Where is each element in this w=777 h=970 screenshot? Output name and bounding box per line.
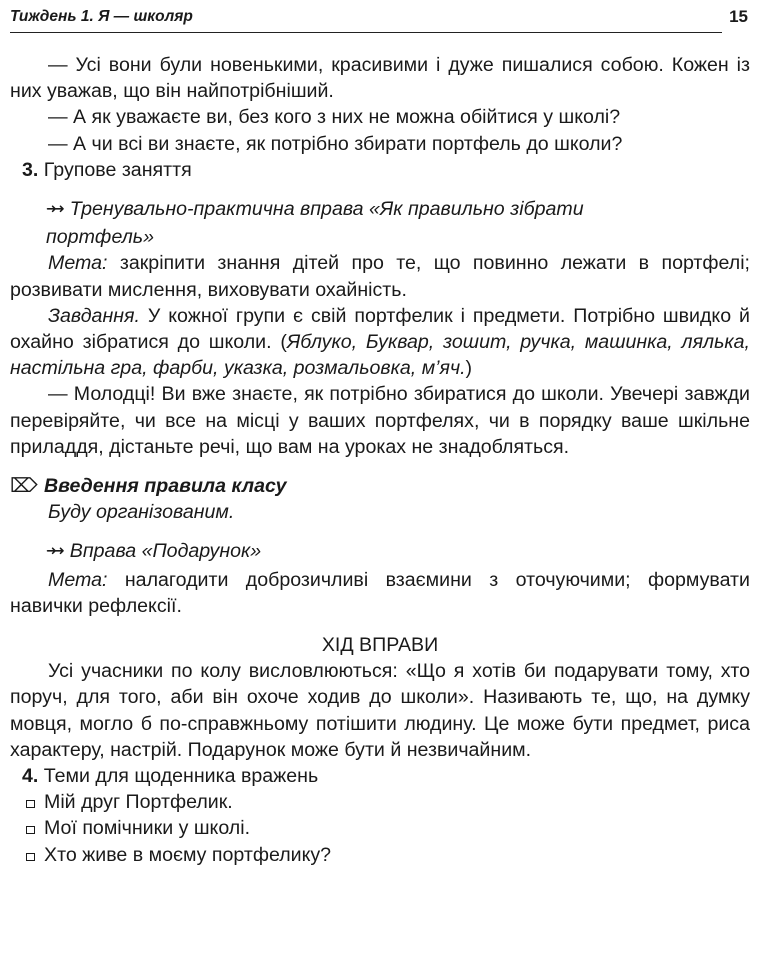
paragraph-praise: — Молодці! Ви вже знаєте, як потрібно збиратися до школи. Увечері завжди перевіряйте, чи все на місці у ваших портфелях, чи в порядку ваше шкільне приладдя, дістаньте речі, що вам на уроках не знадобляться. — [10, 383, 750, 458]
exercise-2-title — [10, 538, 750, 566]
page-body — [10, 52, 750, 868]
section-3 — [10, 157, 750, 183]
exercise-1-title-line1: Тренувально-практична вправа «Як правильно зібрати — [69, 198, 584, 221]
task-text: У кожної групи є свій портфелик і предмети. Потрібно швидко й охайно зібратися до школи. ( — [10, 304, 750, 354]
page-header — [10, 6, 748, 33]
class-rule-text: Буду організованим. — [48, 501, 235, 524]
rule-icon: ⌦ — [10, 475, 38, 498]
exercise-2-title-text: Вправа «Подарунок» — [69, 540, 262, 563]
class-rule-heading — [10, 473, 750, 499]
square-bullet-icon — [26, 853, 35, 861]
section-4-title: Теми для щоденника вражень — [43, 765, 319, 788]
exercise-1-task — [10, 303, 750, 382]
running-head: Тиждень 1. Я — школяр — [10, 8, 193, 25]
goal-label: Мета: — [48, 252, 108, 275]
task-items: Яблуко, Буквар, зошит, ручка, машинка, лялька, настільна гра, фарби, указка, розмальовка, м’яч. — [10, 331, 750, 380]
list-item: Мої помічники у школі. — [10, 815, 750, 841]
class-rule-title: Введення правила класу — [44, 475, 287, 498]
goal-label: Мета: — [48, 568, 108, 591]
double-arrow-icon: ➜➜ — [46, 543, 62, 559]
paragraph-exercise-progress: Усі учасники по колу висловлюються: «Що я хотів би подарувати тому, хто поруч, для того, аби він охоче ходив до школи». Називають те, що, на думку мовця, могло б по-справжньому потішити людину. Це може бути предмет, риса характеру, настрій. Подарунок може бути й незвичайним. — [10, 660, 750, 761]
exercise-1-title — [10, 196, 750, 250]
progress-heading: ХІД ВПРАВИ — [321, 634, 439, 657]
square-bullet-icon — [26, 800, 35, 808]
square-bullet-icon — [26, 826, 35, 834]
task-label: Завдання. — [48, 304, 140, 327]
exercise-2-goal-text: налагодити доброзичливі взаємини з оточуючими; формувати навички рефлексії. — [10, 568, 750, 617]
question-1: — А як уважаєте ви, без кого з них не можна обійтися у школі? — [48, 106, 621, 129]
exercise-1-goal-text: закріпити знання дітей про те, що повинно лежати в портфелі; розвивати мислення, виховувати охайність. — [10, 252, 750, 301]
paragraph-intro: — Усі вони були новенькими, красивими і дуже пишалися собою. Кожен із них уважав, що він найпотрібніший. — [10, 54, 750, 103]
exercise-2-goal — [10, 567, 750, 619]
list-item: Хто живе в моєму портфелику? — [10, 842, 750, 868]
question-2: — А чи всі ви знаєте, як потрібно збирати портфель до школи? — [48, 132, 623, 155]
double-arrow-icon: ➜➜ — [46, 201, 62, 217]
section-4 — [10, 763, 750, 789]
exercise-1-title-line2: портфель» — [46, 226, 154, 249]
section-3-title: Групове заняття — [43, 158, 192, 181]
task-close: ) — [465, 357, 473, 380]
page-number: 15 — [729, 7, 748, 26]
exercise-1-goal — [10, 250, 750, 302]
section-4-number: 4. — [22, 765, 39, 788]
section-3-number: 3. — [22, 158, 39, 181]
list-item: Мій друг Портфелик. — [10, 789, 750, 815]
